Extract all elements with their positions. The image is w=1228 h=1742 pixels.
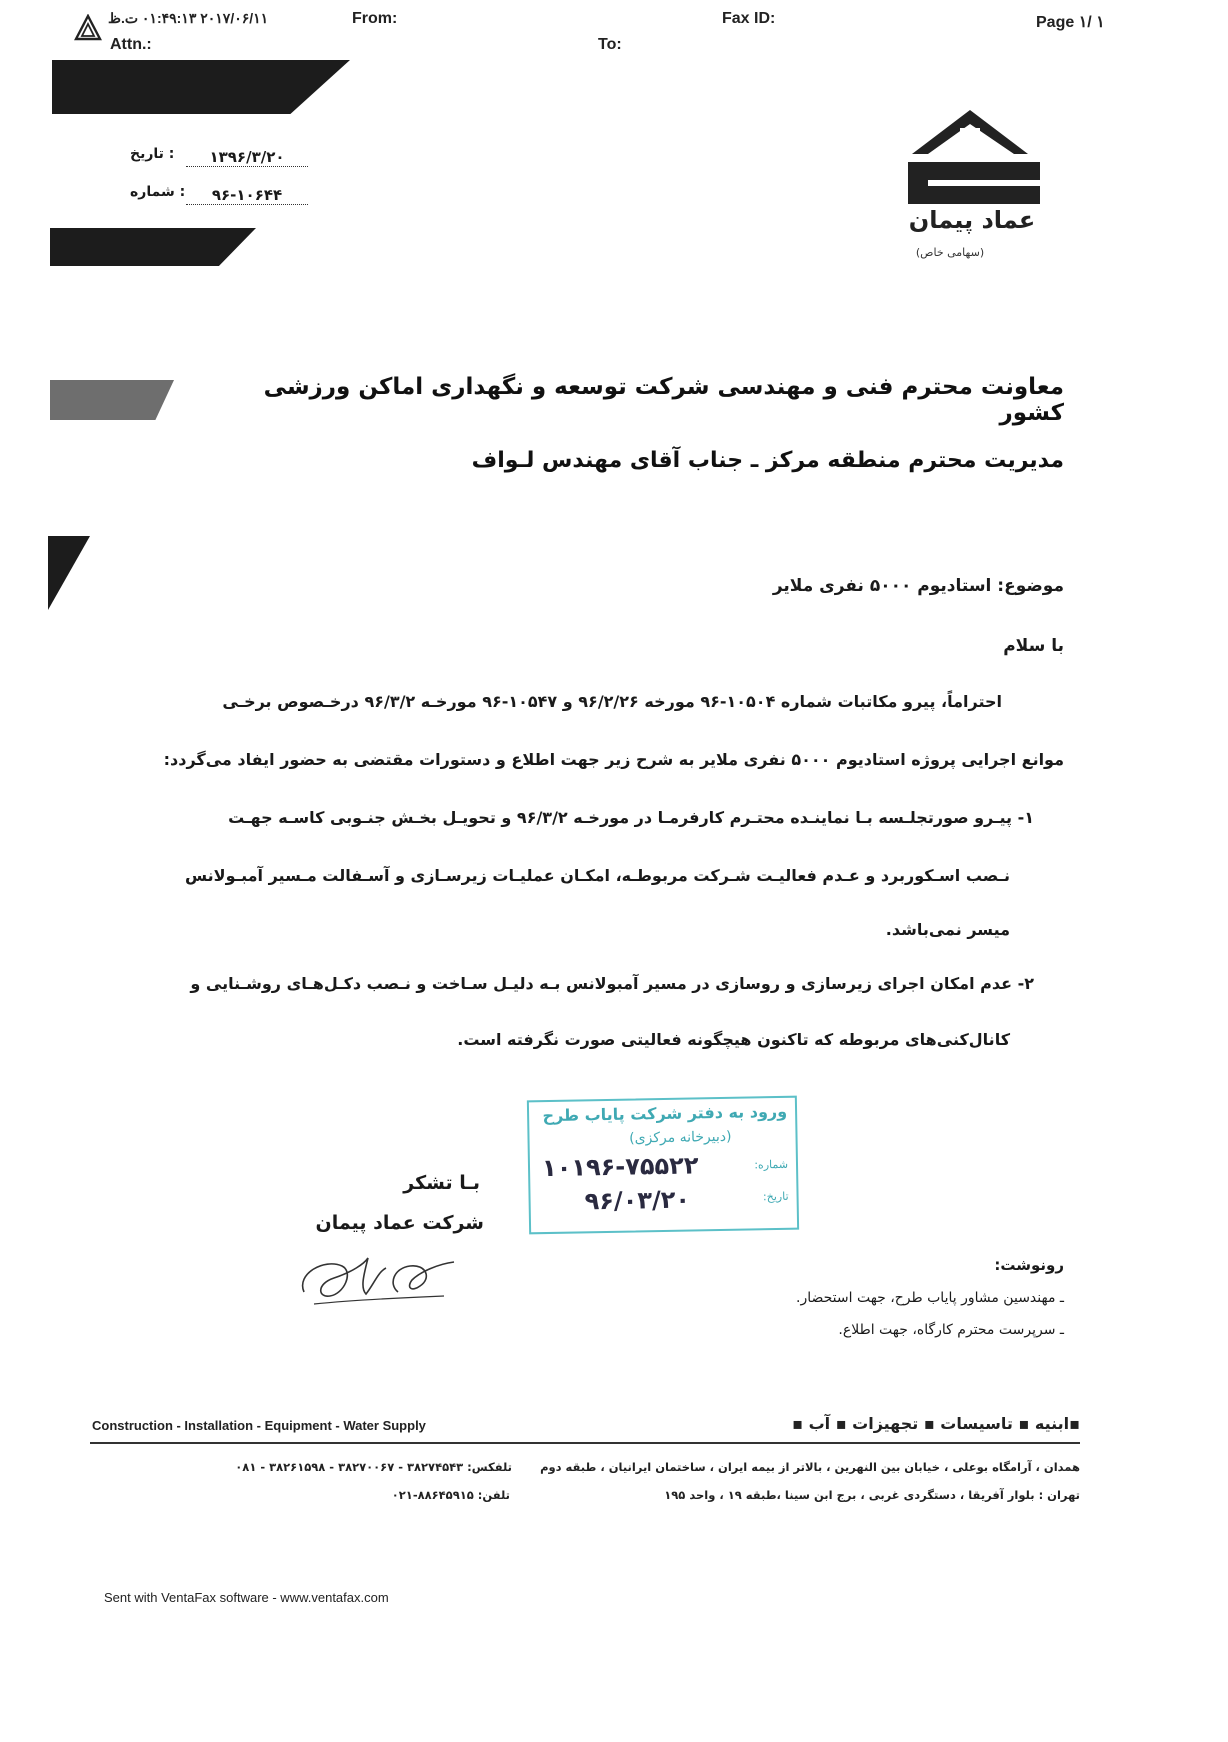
- fax-logo-icon: [74, 14, 102, 42]
- signature-thanks: بـا تشکر: [403, 1172, 480, 1194]
- fax-to-label: To:: [598, 36, 622, 53]
- signature-company: شرکت عماد پیمان: [315, 1212, 484, 1234]
- cc-item-1: ـ مهندسین مشاور پایاب طرح، جهت استحضار.: [796, 1290, 1064, 1306]
- footer-tehran-address: تهران : بلوار آفریقا ، دستگردی غربی ، برج ابن سینا ،طبقه ۱۹ ، واحد ۱۹۵: [664, 1488, 1080, 1502]
- footer-hamedan-phone: تلفکس: ۳۸۲۷۴۵۴۳ - ۳۸۲۷۰۰۶۷ - ۳۸۲۶۱۵۹۸ - ۰۸۱: [235, 1460, 512, 1474]
- footer-tehran-phone: تلفن: ۸۸۶۴۵۹۱۵-۰۲۱: [391, 1488, 510, 1502]
- subject-line: موضوع: استادیوم ۵۰۰۰ نفری ملایر: [772, 576, 1064, 596]
- letter-date-row: [130, 146, 344, 172]
- recipient-line-2: مدیریت محترم منطقه مرکز ـ جناب آقای مهندس لـواف: [471, 448, 1064, 473]
- body-item2-line-1: ۲- عدم امکان اجرای زیرسازی و روسازی در مسیر آمبولانس بـه دلیـل سـاخت و نـصب دکـل‌هـای روشـنایی و: [190, 974, 1034, 993]
- redacted-block-mid: [50, 228, 256, 266]
- footer-persian-services: ▪ابنیه ▪ تاسیسات ▪ تجهیزات ▪ آب ▪: [792, 1414, 1080, 1433]
- company-logo-subtitle: (سهامی خاص): [915, 246, 985, 259]
- received-stamp: [527, 1096, 799, 1235]
- fax-from-label: From:: [352, 10, 398, 27]
- stamp-date-label: تاریخ:: [762, 1189, 789, 1204]
- stamp-title: ورود به دفتر شرکت پایاب طرح: [542, 1101, 788, 1126]
- body-item1-line-2: نـصب اسـکوربرد و عـدم فعالیـت شـرکت مربوطـه، امکـان عملیـات زیرسـازی و آسـفالت مـسیر آمبـولانس: [185, 866, 1010, 885]
- body-item2-line-2: کانال‌کنی‌های مربوطه که تاکنون هیچگونه فعالیتی صورت نگرفته است.: [457, 1030, 1010, 1049]
- cc-item-2: ـ سرپرست محترم کارگاه، جهت اطلاع.: [838, 1322, 1064, 1338]
- letter-number-label: : شماره: [130, 184, 186, 200]
- recipient-line-1: معاونت محترم فنی و مهندسی شرکت توسعه و نگهداری اماکن ورزشی کشور: [263, 374, 1064, 426]
- redacted-block-top: [52, 60, 350, 114]
- redacted-block-grey: [50, 380, 174, 420]
- letter-number-row: [130, 184, 344, 210]
- handwritten-signature-icon: [294, 1244, 464, 1314]
- stamp-date-value: ۹۶/۰۳/۲۰: [584, 1185, 691, 1216]
- fax-attn-label: Attn.:: [110, 36, 152, 53]
- cc-title: رونوشت:: [994, 1256, 1064, 1274]
- footer-english-services: Construction - Installation - Equipment - Water Supply: [92, 1418, 426, 1433]
- body-item1-line-1: ۱- پیـرو صورتجلـسه بـا نماینـده محتـرم کارفرمـا در مورخـه ۹۶/۳/۲ و تحویـل بخـش جنـوبی کاسـه جهـت: [228, 808, 1034, 827]
- footer-divider: [90, 1442, 1080, 1444]
- fax-id-label: Fax ID:: [722, 10, 776, 27]
- greeting-line: با سلام: [1003, 636, 1064, 656]
- body-p1-line-2: موانع اجرایی پروژه استادیوم ۵۰۰۰ نفری ملایر به شرح زیر جهت اطلاع و دستورات مقتضی به حضور ایفاد می‌گردد:: [163, 750, 1064, 769]
- fax-page-label: Page ۱/ ۱: [1036, 14, 1105, 31]
- body-item1-line-3: میسر نمی‌باشد.: [885, 920, 1010, 939]
- letter-number-value: ۹۶-۱۰۶۴۴: [186, 186, 308, 205]
- stamp-subtitle: (دبیرخانه مرکزی): [629, 1128, 732, 1147]
- ventafax-note: Sent with VentaFax software - www.ventafax.com: [104, 1590, 389, 1605]
- stamp-number-label: شماره:: [754, 1157, 789, 1172]
- footer-hamedan-address: همدان ، آرامگاه بوعلی ، خیابان بین النهرین ، بالاتر از بیمه ایران ، ساختمان ایرانیان ، طبقه دوم: [540, 1460, 1080, 1474]
- company-logo-icon: [908, 106, 1042, 208]
- redacted-block-wedge: [48, 536, 90, 610]
- letter-date-value: ۱۳۹۶/۳/۲۰: [186, 148, 308, 167]
- company-logo-name: عماد پیمان: [908, 206, 1036, 234]
- body-p1-line-1: احتراماً، پیرو مکاتبات شماره ۱۰۵۰۴-۹۶ مورخه ۹۶/۲/۲۶ و ۱۰۵۴۷-۹۶ مورخـه ۹۶/۳/۲ درخـصوص برخـی: [222, 692, 1002, 711]
- fax-datetime: ۲۰۱۷/۰۶/۱۱ ۰۱:۴۹:۱۳ ت.ظ: [108, 10, 269, 26]
- stamp-number-value: ۱۰۱۹۶-۷۵۵۲۲: [541, 1151, 699, 1183]
- letter-date-label: : تاریخ: [130, 146, 175, 162]
